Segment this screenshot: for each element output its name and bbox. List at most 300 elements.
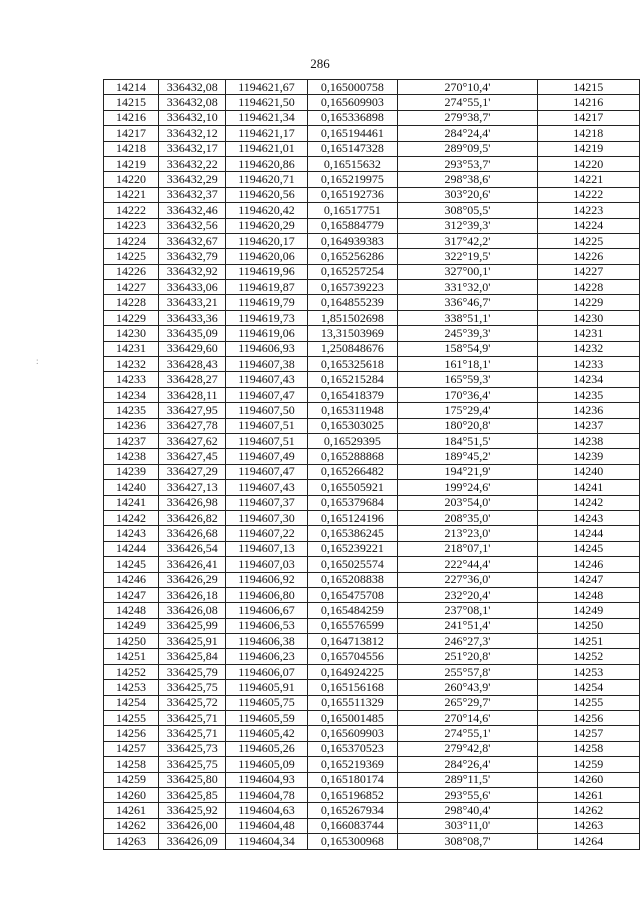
next-point-number-cell: 14218	[537, 126, 639, 141]
next-point-number-cell: 14229	[537, 295, 639, 310]
next-point-number-cell: 14256	[537, 711, 639, 726]
y-coordinate-cell: 1194620,86	[226, 156, 307, 171]
table-row	[104, 449, 640, 464]
y-coordinate-cell: 1194607,47	[226, 387, 307, 402]
y-coordinate-cell: 1194607,43	[226, 372, 307, 387]
table-row	[104, 203, 640, 218]
distance-cell: 0,165336898	[307, 110, 398, 125]
y-coordinate-cell: 1194604,93	[226, 772, 307, 787]
table-row	[104, 618, 640, 633]
y-coordinate-cell: 1194621,50	[226, 95, 307, 110]
point-number-cell: 14252	[104, 664, 159, 679]
x-coordinate-cell: 336425,91	[159, 634, 226, 649]
table-row	[104, 803, 640, 818]
direction-angle-cell: 331°32,0'	[398, 280, 537, 295]
x-coordinate-cell: 336432,67	[159, 233, 226, 248]
x-coordinate-cell: 336425,84	[159, 649, 226, 664]
x-coordinate-cell: 336426,18	[159, 587, 226, 602]
x-coordinate-cell: 336432,08	[159, 95, 226, 110]
x-coordinate-cell: 336425,71	[159, 711, 226, 726]
point-number-cell: 14236	[104, 418, 159, 433]
y-coordinate-cell: 1194621,67	[226, 80, 307, 95]
distance-cell: 0,165239221	[307, 541, 398, 556]
y-coordinate-cell: 1194604,48	[226, 818, 307, 833]
x-coordinate-cell: 336427,29	[159, 464, 226, 479]
table-row	[104, 557, 640, 572]
coordinates-table-body	[104, 80, 640, 850]
x-coordinate-cell: 336433,21	[159, 295, 226, 310]
x-coordinate-cell: 336426,29	[159, 572, 226, 587]
next-point-number-cell: 14245	[537, 541, 639, 556]
next-point-number-cell: 14244	[537, 526, 639, 541]
point-number-cell: 14253	[104, 680, 159, 695]
next-point-number-cell: 14232	[537, 341, 639, 356]
next-point-number-cell: 14231	[537, 326, 639, 341]
next-point-number-cell: 14226	[537, 249, 639, 264]
next-point-number-cell: 14227	[537, 264, 639, 279]
next-point-number-cell: 14225	[537, 233, 639, 248]
table-row	[104, 587, 640, 602]
distance-cell: 0,16529395	[307, 433, 398, 448]
point-number-cell: 14238	[104, 449, 159, 464]
table-row	[104, 726, 640, 741]
distance-cell: 0,164939383	[307, 233, 398, 248]
table-row	[104, 110, 640, 125]
point-number-cell: 14254	[104, 695, 159, 710]
table-row	[104, 187, 640, 202]
table-row	[104, 772, 640, 787]
point-number-cell: 14256	[104, 726, 159, 741]
x-coordinate-cell: 336432,92	[159, 264, 226, 279]
x-coordinate-cell: 336432,46	[159, 203, 226, 218]
direction-angle-cell: 218°07,1'	[398, 541, 537, 556]
table-row	[104, 834, 640, 849]
y-coordinate-cell: 1194607,03	[226, 557, 307, 572]
x-coordinate-cell: 336427,62	[159, 433, 226, 448]
next-point-number-cell: 14224	[537, 218, 639, 233]
point-number-cell: 14249	[104, 618, 159, 633]
point-number-cell: 14221	[104, 187, 159, 202]
distance-cell: 0,165311948	[307, 403, 398, 418]
table-row	[104, 572, 640, 587]
y-coordinate-cell: 1194607,43	[226, 480, 307, 495]
x-coordinate-cell: 336426,54	[159, 541, 226, 556]
next-point-number-cell: 14261	[537, 787, 639, 802]
y-coordinate-cell: 1194621,01	[226, 141, 307, 156]
direction-angle-cell: 194°21,9'	[398, 464, 537, 479]
next-point-number-cell: 14233	[537, 357, 639, 372]
distance-cell: 0,165609903	[307, 726, 398, 741]
x-coordinate-cell: 336425,75	[159, 757, 226, 772]
direction-angle-cell: 232°20,4'	[398, 587, 537, 602]
next-point-number-cell: 14220	[537, 156, 639, 171]
point-number-cell: 14240	[104, 480, 159, 495]
y-coordinate-cell: 1194605,42	[226, 726, 307, 741]
point-number-cell: 14246	[104, 572, 159, 587]
x-coordinate-cell: 336426,09	[159, 834, 226, 849]
y-coordinate-cell: 1194619,87	[226, 280, 307, 295]
x-coordinate-cell: 336432,08	[159, 80, 226, 95]
next-point-number-cell: 14263	[537, 818, 639, 833]
y-coordinate-cell: 1194605,59	[226, 711, 307, 726]
point-number-cell: 14247	[104, 587, 159, 602]
x-coordinate-cell: 336432,29	[159, 172, 226, 187]
direction-angle-cell: 308°08,7'	[398, 834, 537, 849]
y-coordinate-cell: 1194607,13	[226, 541, 307, 556]
table-row	[104, 403, 640, 418]
table-row	[104, 341, 640, 356]
distance-cell: 0,165267934	[307, 803, 398, 818]
point-number-cell: 14222	[104, 203, 159, 218]
x-coordinate-cell: 336432,22	[159, 156, 226, 171]
point-number-cell: 14219	[104, 156, 159, 171]
direction-angle-cell: 293°53,7'	[398, 156, 537, 171]
direction-angle-cell: 203°54,0'	[398, 495, 537, 510]
distance-cell: 0,165511329	[307, 695, 398, 710]
x-coordinate-cell: 336426,41	[159, 557, 226, 572]
y-coordinate-cell: 1194621,34	[226, 110, 307, 125]
table-row	[104, 757, 640, 772]
table-row	[104, 264, 640, 279]
point-number-cell: 14259	[104, 772, 159, 787]
direction-angle-cell: 270°14,6'	[398, 711, 537, 726]
point-number-cell: 14224	[104, 233, 159, 248]
direction-angle-cell: 317°42,2'	[398, 233, 537, 248]
next-point-number-cell: 14238	[537, 433, 639, 448]
table-row	[104, 464, 640, 479]
distance-cell: 0,165505921	[307, 480, 398, 495]
table-row	[104, 495, 640, 510]
direction-angle-cell: 255°57,8'	[398, 664, 537, 679]
next-point-number-cell: 14235	[537, 387, 639, 402]
table-row	[104, 326, 640, 341]
x-coordinate-cell: 336425,71	[159, 726, 226, 741]
direction-angle-cell: 274°55,1'	[398, 726, 537, 741]
table-row	[104, 680, 640, 695]
table-row	[104, 372, 640, 387]
next-point-number-cell: 14254	[537, 680, 639, 695]
direction-angle-cell: 165°59,3'	[398, 372, 537, 387]
distance-cell: 0,165418379	[307, 387, 398, 402]
point-number-cell: 14215	[104, 95, 159, 110]
direction-angle-cell: 170°36,4'	[398, 387, 537, 402]
table-row	[104, 126, 640, 141]
y-coordinate-cell: 1194607,51	[226, 418, 307, 433]
next-point-number-cell: 14258	[537, 741, 639, 756]
point-number-cell: 14233	[104, 372, 159, 387]
direction-angle-cell: 222°44,4'	[398, 557, 537, 572]
distance-cell: 13,31503969	[307, 326, 398, 341]
point-number-cell: 14241	[104, 495, 159, 510]
distance-cell: 0,165288868	[307, 449, 398, 464]
next-point-number-cell: 14253	[537, 664, 639, 679]
distance-cell: 0,165156168	[307, 680, 398, 695]
direction-angle-cell: 189°45,2'	[398, 449, 537, 464]
point-number-cell: 14218	[104, 141, 159, 156]
next-point-number-cell: 14222	[537, 187, 639, 202]
y-coordinate-cell: 1194607,38	[226, 357, 307, 372]
table-row	[104, 787, 640, 802]
direction-angle-cell: 279°42,8'	[398, 741, 537, 756]
margin-mark: :	[36, 356, 39, 366]
direction-angle-cell: 227°36,0'	[398, 572, 537, 587]
distance-cell: 0,165325618	[307, 357, 398, 372]
next-point-number-cell: 14250	[537, 618, 639, 633]
x-coordinate-cell: 336433,06	[159, 280, 226, 295]
x-coordinate-cell: 336427,95	[159, 403, 226, 418]
table-row	[104, 480, 640, 495]
point-number-cell: 14235	[104, 403, 159, 418]
distance-cell: 0,165147328	[307, 141, 398, 156]
direction-angle-cell: 184°51,5'	[398, 433, 537, 448]
next-point-number-cell: 14259	[537, 757, 639, 772]
y-coordinate-cell: 1194605,75	[226, 695, 307, 710]
table-row	[104, 711, 640, 726]
table-row	[104, 741, 640, 756]
distance-cell: 1,851502698	[307, 310, 398, 325]
direction-angle-cell: 312°39,3'	[398, 218, 537, 233]
table-row	[104, 249, 640, 264]
y-coordinate-cell: 1194606,80	[226, 587, 307, 602]
x-coordinate-cell: 336432,12	[159, 126, 226, 141]
distance-cell: 0,165370523	[307, 741, 398, 756]
direction-angle-cell: 274°55,1'	[398, 95, 537, 110]
distance-cell: 0,165576599	[307, 618, 398, 633]
next-point-number-cell: 14248	[537, 587, 639, 602]
table-row	[104, 510, 640, 525]
next-point-number-cell: 14246	[537, 557, 639, 572]
next-point-number-cell: 14228	[537, 280, 639, 295]
next-point-number-cell: 14221	[537, 172, 639, 187]
table-row	[104, 664, 640, 679]
direction-angle-cell: 180°20,8'	[398, 418, 537, 433]
point-number-cell: 14225	[104, 249, 159, 264]
distance-cell: 1,250848676	[307, 341, 398, 356]
distance-cell: 0,165124196	[307, 510, 398, 525]
table-row	[104, 526, 640, 541]
direction-angle-cell: 289°11,5'	[398, 772, 537, 787]
direction-angle-cell: 336°46,7'	[398, 295, 537, 310]
x-coordinate-cell: 336426,68	[159, 526, 226, 541]
point-number-cell: 14229	[104, 310, 159, 325]
y-coordinate-cell: 1194605,91	[226, 680, 307, 695]
direction-angle-cell: 284°24,4'	[398, 126, 537, 141]
page-number: 286	[310, 56, 330, 71]
point-number-cell: 14232	[104, 357, 159, 372]
direction-angle-cell: 322°19,5'	[398, 249, 537, 264]
y-coordinate-cell: 1194606,07	[226, 664, 307, 679]
y-coordinate-cell: 1194620,42	[226, 203, 307, 218]
next-point-number-cell: 14249	[537, 603, 639, 618]
table-row	[104, 80, 640, 95]
y-coordinate-cell: 1194605,26	[226, 741, 307, 756]
distance-cell: 0,165257254	[307, 264, 398, 279]
y-coordinate-cell: 1194604,78	[226, 787, 307, 802]
direction-angle-cell: 246°27,3'	[398, 634, 537, 649]
direction-angle-cell: 327°00,1'	[398, 264, 537, 279]
distance-cell: 0,165208838	[307, 572, 398, 587]
direction-angle-cell: 175°29,4'	[398, 403, 537, 418]
next-point-number-cell: 14251	[537, 634, 639, 649]
point-number-cell: 14263	[104, 834, 159, 849]
next-point-number-cell: 14237	[537, 418, 639, 433]
next-point-number-cell: 14242	[537, 495, 639, 510]
y-coordinate-cell: 1194605,09	[226, 757, 307, 772]
point-number-cell: 14261	[104, 803, 159, 818]
table-row	[104, 295, 640, 310]
table-row	[104, 172, 640, 187]
point-number-cell: 14217	[104, 126, 159, 141]
distance-cell: 0,16515632	[307, 156, 398, 171]
direction-angle-cell: 303°20,6'	[398, 187, 537, 202]
table-row	[104, 357, 640, 372]
y-coordinate-cell: 1194620,56	[226, 187, 307, 202]
distance-cell: 0,165300968	[307, 834, 398, 849]
point-number-cell: 14227	[104, 280, 159, 295]
table-row	[104, 310, 640, 325]
next-point-number-cell: 14262	[537, 803, 639, 818]
point-number-cell: 14257	[104, 741, 159, 756]
distance-cell: 0,165219369	[307, 757, 398, 772]
y-coordinate-cell: 1194606,67	[226, 603, 307, 618]
x-coordinate-cell: 336425,80	[159, 772, 226, 787]
x-coordinate-cell: 336432,37	[159, 187, 226, 202]
x-coordinate-cell: 336426,00	[159, 818, 226, 833]
next-point-number-cell: 14230	[537, 310, 639, 325]
point-number-cell: 14223	[104, 218, 159, 233]
distance-cell: 0,165215284	[307, 372, 398, 387]
point-number-cell: 14248	[104, 603, 159, 618]
next-point-number-cell: 14264	[537, 834, 639, 849]
next-point-number-cell: 14247	[537, 572, 639, 587]
x-coordinate-cell: 336425,75	[159, 680, 226, 695]
table-row	[104, 387, 640, 402]
point-number-cell: 14243	[104, 526, 159, 541]
distance-cell: 0,165192736	[307, 187, 398, 202]
next-point-number-cell: 14243	[537, 510, 639, 525]
distance-cell: 0,166083744	[307, 818, 398, 833]
distance-cell: 0,164855239	[307, 295, 398, 310]
x-coordinate-cell: 336425,92	[159, 803, 226, 818]
x-coordinate-cell: 336425,73	[159, 741, 226, 756]
distance-cell: 0,165256286	[307, 249, 398, 264]
next-point-number-cell: 14215	[537, 80, 639, 95]
table-row	[104, 233, 640, 248]
distance-cell: 0,165884779	[307, 218, 398, 233]
direction-angle-cell: 208°35,0'	[398, 510, 537, 525]
direction-angle-cell: 279°38,7'	[398, 110, 537, 125]
x-coordinate-cell: 336427,78	[159, 418, 226, 433]
x-coordinate-cell: 336428,27	[159, 372, 226, 387]
direction-angle-cell: 298°40,4'	[398, 803, 537, 818]
distance-cell: 0,165180174	[307, 772, 398, 787]
next-point-number-cell: 14223	[537, 203, 639, 218]
x-coordinate-cell: 336432,79	[159, 249, 226, 264]
direction-angle-cell: 213°23,0'	[398, 526, 537, 541]
distance-cell: 0,165194461	[307, 126, 398, 141]
point-number-cell: 14255	[104, 711, 159, 726]
next-point-number-cell: 14216	[537, 95, 639, 110]
table-row	[104, 433, 640, 448]
y-coordinate-cell: 1194604,34	[226, 834, 307, 849]
point-number-cell: 14251	[104, 649, 159, 664]
table-row	[104, 418, 640, 433]
direction-angle-cell: 289°09,5'	[398, 141, 537, 156]
point-number-cell: 14258	[104, 757, 159, 772]
x-coordinate-cell: 336425,79	[159, 664, 226, 679]
point-number-cell: 14239	[104, 464, 159, 479]
direction-angle-cell: 303°11,0'	[398, 818, 537, 833]
direction-angle-cell: 270°10,4'	[398, 80, 537, 95]
table-row	[104, 695, 640, 710]
y-coordinate-cell: 1194606,53	[226, 618, 307, 633]
direction-angle-cell: 245°39,3'	[398, 326, 537, 341]
point-number-cell: 14214	[104, 80, 159, 95]
x-coordinate-cell: 336425,85	[159, 787, 226, 802]
x-coordinate-cell: 336428,43	[159, 357, 226, 372]
y-coordinate-cell: 1194604,63	[226, 803, 307, 818]
next-point-number-cell: 14252	[537, 649, 639, 664]
table-row	[104, 603, 640, 618]
next-point-number-cell: 14241	[537, 480, 639, 495]
x-coordinate-cell: 336427,13	[159, 480, 226, 495]
y-coordinate-cell: 1194619,06	[226, 326, 307, 341]
y-coordinate-cell: 1194619,79	[226, 295, 307, 310]
table-row	[104, 818, 640, 833]
y-coordinate-cell: 1194607,50	[226, 403, 307, 418]
direction-angle-cell: 265°29,7'	[398, 695, 537, 710]
distance-cell: 0,165609903	[307, 95, 398, 110]
y-coordinate-cell: 1194606,93	[226, 341, 307, 356]
y-coordinate-cell: 1194620,17	[226, 233, 307, 248]
distance-cell: 0,164713812	[307, 634, 398, 649]
y-coordinate-cell: 1194606,92	[226, 572, 307, 587]
y-coordinate-cell: 1194607,49	[226, 449, 307, 464]
table-row	[104, 280, 640, 295]
next-point-number-cell: 14260	[537, 772, 639, 787]
table-row	[104, 95, 640, 110]
direction-angle-cell: 293°55,6'	[398, 787, 537, 802]
x-coordinate-cell: 336426,98	[159, 495, 226, 510]
table-row	[104, 541, 640, 556]
next-point-number-cell: 14234	[537, 372, 639, 387]
y-coordinate-cell: 1194607,47	[226, 464, 307, 479]
distance-cell: 0,165704556	[307, 649, 398, 664]
y-coordinate-cell: 1194619,96	[226, 264, 307, 279]
next-point-number-cell: 14257	[537, 726, 639, 741]
x-coordinate-cell: 336426,08	[159, 603, 226, 618]
table-row	[104, 141, 640, 156]
distance-cell: 0,165303025	[307, 418, 398, 433]
table-row	[104, 634, 640, 649]
distance-cell: 0,165266482	[307, 464, 398, 479]
point-number-cell: 14244	[104, 541, 159, 556]
direction-angle-cell: 338°51,1'	[398, 310, 537, 325]
next-point-number-cell: 14219	[537, 141, 639, 156]
distance-cell: 0,165379684	[307, 495, 398, 510]
distance-cell: 0,165196852	[307, 787, 398, 802]
next-point-number-cell: 14236	[537, 403, 639, 418]
y-coordinate-cell: 1194620,06	[226, 249, 307, 264]
direction-angle-cell: 199°24,6'	[398, 480, 537, 495]
y-coordinate-cell: 1194607,51	[226, 433, 307, 448]
y-coordinate-cell: 1194607,30	[226, 510, 307, 525]
next-point-number-cell: 14255	[537, 695, 639, 710]
y-coordinate-cell: 1194620,71	[226, 172, 307, 187]
distance-cell: 0,165219975	[307, 172, 398, 187]
point-number-cell: 14260	[104, 787, 159, 802]
direction-angle-cell: 158°54,9'	[398, 341, 537, 356]
